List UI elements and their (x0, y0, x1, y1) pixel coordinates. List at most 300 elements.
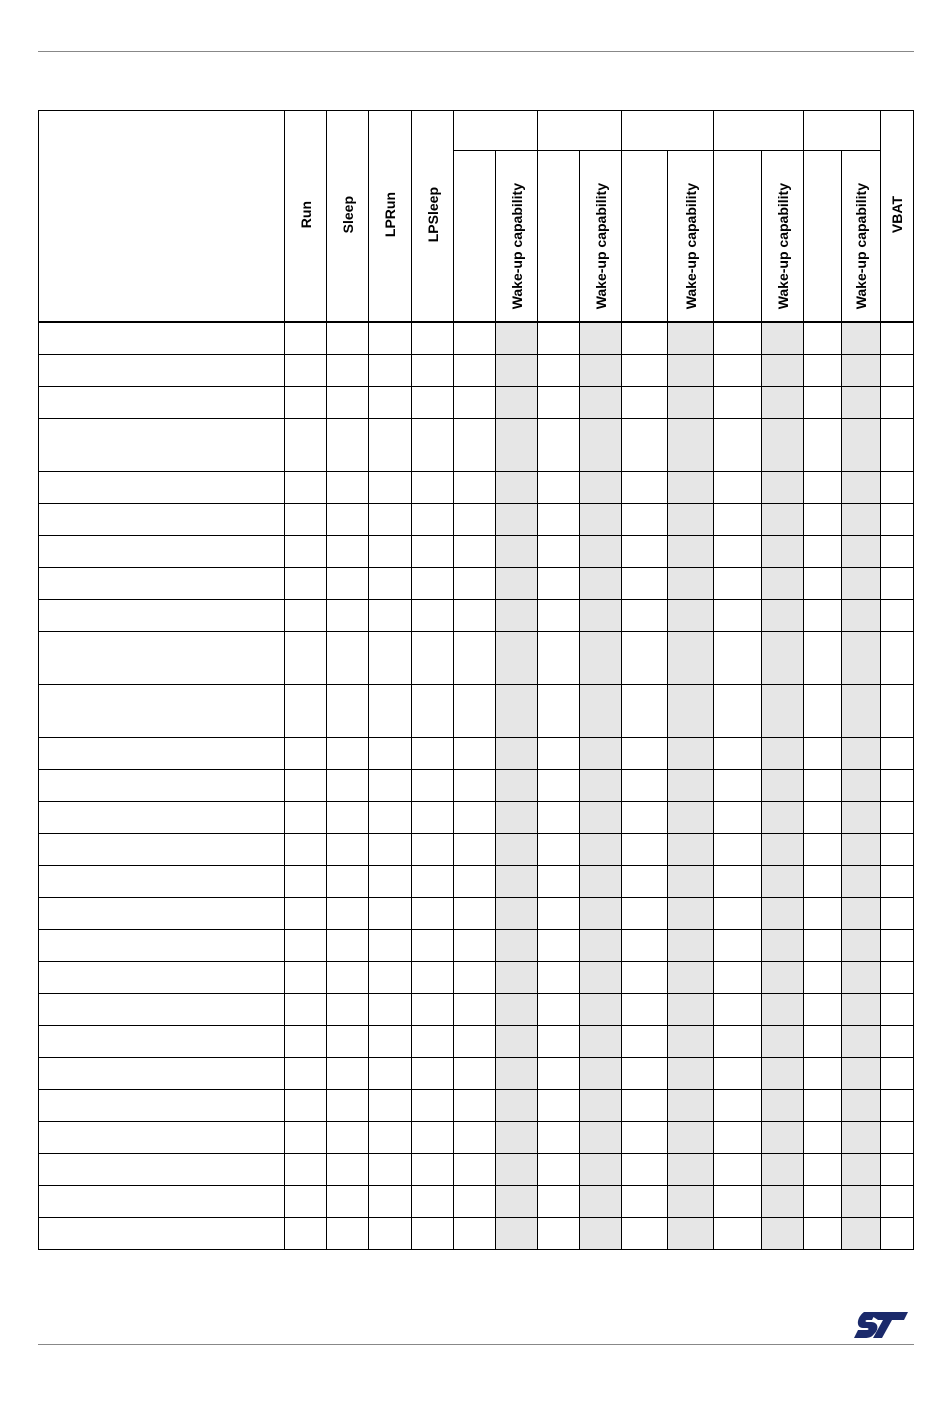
wakeup-cell (496, 769, 538, 801)
table-cell (714, 418, 762, 471)
table-cell (804, 865, 842, 897)
table-cell (714, 567, 762, 599)
table-cell (327, 1089, 369, 1121)
table-cell (285, 897, 327, 929)
table-cell (285, 1217, 327, 1249)
table-cell (538, 535, 580, 567)
table-cell (538, 1153, 580, 1185)
table-row (39, 418, 914, 471)
wakeup-cell (668, 833, 714, 865)
wakeup-cell (762, 1217, 804, 1249)
wakeup-cell (842, 769, 881, 801)
wakeup-capability-4-header: Wake-up capability (762, 151, 804, 322)
table-cell (714, 929, 762, 961)
wakeup-cell (842, 1057, 881, 1089)
table-cell (622, 684, 668, 737)
table-cell (881, 599, 914, 631)
wakeup-cell (496, 1121, 538, 1153)
wakeup-cell (842, 1185, 881, 1217)
table-cell (454, 1185, 496, 1217)
table-cell (454, 322, 496, 355)
table-cell (327, 1185, 369, 1217)
wakeup-cell (842, 1025, 881, 1057)
table-cell (804, 599, 842, 631)
wakeup-cell (668, 322, 714, 355)
wakeup-cell (842, 1217, 881, 1249)
table-cell (804, 386, 842, 418)
table-cell (454, 865, 496, 897)
table-row (39, 684, 914, 737)
wakeup-cell (668, 1185, 714, 1217)
table-cell (714, 322, 762, 355)
wakeup-cell (580, 801, 622, 833)
table-cell (881, 503, 914, 535)
wakeup-cell (496, 961, 538, 993)
wakeup-cell (842, 567, 881, 599)
table-cell (714, 471, 762, 503)
table-cell (804, 897, 842, 929)
table-cell (327, 993, 369, 1025)
wakeup-cell (496, 535, 538, 567)
table-cell (804, 567, 842, 599)
table-cell (804, 354, 842, 386)
table-cell (412, 1057, 454, 1089)
table-cell (454, 535, 496, 567)
table-cell (881, 1057, 914, 1089)
wakeup-cell (668, 1025, 714, 1057)
wakeup-cell (762, 833, 804, 865)
table-cell (412, 535, 454, 567)
peripheral-cell (39, 631, 285, 684)
table-cell (622, 1185, 668, 1217)
table-cell (327, 1121, 369, 1153)
table-cell (327, 961, 369, 993)
table-cell (285, 1089, 327, 1121)
table-row (39, 322, 914, 355)
table-cell (285, 599, 327, 631)
wakeup-cell (842, 386, 881, 418)
wakeup-capability-2-header: Wake-up capability (580, 151, 622, 322)
wakeup-cell (496, 471, 538, 503)
table-cell (454, 897, 496, 929)
table-cell (412, 865, 454, 897)
table-row (39, 1057, 914, 1089)
wakeup-cell (842, 961, 881, 993)
table-cell (804, 1025, 842, 1057)
wakeup-cell (496, 1185, 538, 1217)
table-cell (804, 801, 842, 833)
wakeup-cell (762, 503, 804, 535)
table-row (39, 1025, 914, 1057)
table-cell (327, 567, 369, 599)
table-cell (285, 1025, 327, 1057)
table-cell (622, 1025, 668, 1057)
table-cell (412, 631, 454, 684)
table-cell (881, 535, 914, 567)
table-cell (881, 1185, 914, 1217)
wakeup-cell (762, 865, 804, 897)
table-cell (714, 1185, 762, 1217)
table-cell (804, 737, 842, 769)
wakeup-cell (496, 929, 538, 961)
wakeup-cell (668, 599, 714, 631)
wakeup-cell (842, 503, 881, 535)
peripheral-cell (39, 993, 285, 1025)
wakeup-cell (580, 865, 622, 897)
peripheral-cell (39, 322, 285, 355)
wakeup-cell (580, 1025, 622, 1057)
table-row (39, 961, 914, 993)
peripheral-cell (39, 737, 285, 769)
wakeup-cell (762, 684, 804, 737)
table-cell (881, 471, 914, 503)
table-cell (412, 1153, 454, 1185)
table-cell (538, 503, 580, 535)
table-cell (714, 599, 762, 631)
table-cell (327, 599, 369, 631)
table-row (39, 865, 914, 897)
peripheral-cell (39, 1217, 285, 1249)
wakeup-cell (668, 801, 714, 833)
table-cell (622, 737, 668, 769)
table-cell (881, 1153, 914, 1185)
table-cell (538, 1025, 580, 1057)
wakeup-cell (668, 865, 714, 897)
table-cell (412, 897, 454, 929)
table-cell (454, 769, 496, 801)
col-lprun-header: LPRun (369, 111, 412, 322)
wakeup-cell (668, 737, 714, 769)
table-row (39, 801, 914, 833)
table-cell (412, 1121, 454, 1153)
table-row (39, 535, 914, 567)
table-cell (412, 929, 454, 961)
table-cell (622, 897, 668, 929)
table-cell (881, 684, 914, 737)
table-cell (327, 833, 369, 865)
table-cell (622, 631, 668, 684)
peripheral-cell (39, 1089, 285, 1121)
table-cell (804, 1217, 842, 1249)
peripheral-cell (39, 769, 285, 801)
wakeup-cell (842, 471, 881, 503)
wakeup-cell (842, 535, 881, 567)
table-cell (538, 897, 580, 929)
peripheral-cell (39, 1121, 285, 1153)
page-header-rule (38, 51, 914, 52)
table-cell (714, 769, 762, 801)
table-cell (369, 1153, 412, 1185)
peripheral-header (39, 111, 285, 322)
peripheral-cell (39, 1057, 285, 1089)
wakeup-cell (580, 1121, 622, 1153)
table-cell (327, 1217, 369, 1249)
table-cell (538, 993, 580, 1025)
table-cell (369, 354, 412, 386)
peripheral-cell (39, 684, 285, 737)
table-cell (714, 1121, 762, 1153)
wakeup-cell (496, 322, 538, 355)
table-cell (714, 684, 762, 737)
wakeup-cell (580, 929, 622, 961)
wakeup-capability-1-header: Wake-up capability (496, 151, 538, 322)
table-cell (881, 961, 914, 993)
table-row (39, 471, 914, 503)
table-cell (369, 865, 412, 897)
table-cell (454, 1025, 496, 1057)
table-cell (714, 833, 762, 865)
wakeup-cell (668, 471, 714, 503)
table-cell (285, 1153, 327, 1185)
table-row (39, 1121, 914, 1153)
wakeup-cell (668, 567, 714, 599)
wakeup-cell (580, 535, 622, 567)
table-cell (412, 567, 454, 599)
table-cell (285, 833, 327, 865)
wakeup-cell (762, 993, 804, 1025)
table-cell (538, 1185, 580, 1217)
table-cell (538, 865, 580, 897)
table-cell (412, 1217, 454, 1249)
table-cell (804, 631, 842, 684)
table-cell (285, 567, 327, 599)
table-cell (412, 833, 454, 865)
wakeup-cell (580, 631, 622, 684)
table-cell (285, 354, 327, 386)
table-cell (881, 354, 914, 386)
table-cell (881, 801, 914, 833)
wakeup-cell (580, 354, 622, 386)
table-cell (369, 1121, 412, 1153)
table-cell (804, 993, 842, 1025)
wakeup-cell (580, 833, 622, 865)
wakeup-cell (580, 737, 622, 769)
wakeup-cell (668, 769, 714, 801)
table-row (39, 1217, 914, 1249)
table-cell (622, 993, 668, 1025)
wakeup-cell (580, 567, 622, 599)
table-cell (412, 961, 454, 993)
table-cell (285, 929, 327, 961)
wakeup-cell (842, 1153, 881, 1185)
table-cell (454, 471, 496, 503)
table-cell (622, 322, 668, 355)
mode-group-1-sub (454, 151, 496, 322)
table-cell (538, 1217, 580, 1249)
wakeup-cell (762, 1153, 804, 1185)
wakeup-cell (668, 1089, 714, 1121)
wakeup-cell (496, 1217, 538, 1249)
table-row (39, 503, 914, 535)
table-cell (622, 1217, 668, 1249)
peripheral-cell (39, 354, 285, 386)
table-cell (881, 897, 914, 929)
table-cell (285, 471, 327, 503)
table-cell (622, 386, 668, 418)
wakeup-cell (668, 418, 714, 471)
table-cell (538, 322, 580, 355)
table-cell (804, 322, 842, 355)
table-cell (454, 354, 496, 386)
wakeup-cell (496, 801, 538, 833)
table-cell (714, 1089, 762, 1121)
wakeup-cell (580, 684, 622, 737)
table-row (39, 599, 914, 631)
table-cell (804, 1121, 842, 1153)
table-cell (285, 535, 327, 567)
wakeup-cell (496, 1153, 538, 1185)
table-cell (538, 769, 580, 801)
table-cell (454, 631, 496, 684)
table-cell (454, 833, 496, 865)
table-cell (327, 1025, 369, 1057)
peripheral-cell (39, 929, 285, 961)
wakeup-cell (668, 503, 714, 535)
table-cell (881, 1217, 914, 1249)
table-cell (881, 929, 914, 961)
wakeup-cell (668, 1057, 714, 1089)
peripheral-cell (39, 865, 285, 897)
peripheral-cell (39, 1025, 285, 1057)
table-cell (454, 993, 496, 1025)
table-cell (369, 1217, 412, 1249)
wakeup-cell (762, 929, 804, 961)
table-cell (327, 737, 369, 769)
table-cell (369, 737, 412, 769)
table-cell (804, 929, 842, 961)
table-cell (714, 897, 762, 929)
peripheral-cell (39, 599, 285, 631)
table-cell (714, 354, 762, 386)
page-footer-rule (38, 1344, 914, 1345)
peripheral-cell (39, 961, 285, 993)
table-cell (412, 599, 454, 631)
table-cell (881, 993, 914, 1025)
wakeup-cell (668, 386, 714, 418)
table-row (39, 1089, 914, 1121)
table-cell (622, 1153, 668, 1185)
table-cell (881, 737, 914, 769)
wakeup-cell (496, 599, 538, 631)
table-cell (327, 769, 369, 801)
table-cell (881, 418, 914, 471)
table-cell (285, 769, 327, 801)
table-cell (412, 801, 454, 833)
mode-group-1-header (454, 111, 538, 151)
table-cell (714, 801, 762, 833)
table-row (39, 354, 914, 386)
wakeup-cell (842, 1121, 881, 1153)
table-cell (412, 769, 454, 801)
table-cell (538, 599, 580, 631)
table-cell (714, 993, 762, 1025)
wakeup-cell (496, 993, 538, 1025)
table-cell (369, 1089, 412, 1121)
wakeup-cell (842, 737, 881, 769)
peripheral-cell (39, 503, 285, 535)
table-cell (454, 737, 496, 769)
table-cell (327, 1057, 369, 1089)
mode-group-3-header (622, 111, 714, 151)
wakeup-cell (842, 684, 881, 737)
table-cell (369, 535, 412, 567)
col-vbat-header: VBAT (881, 111, 914, 322)
table-cell (538, 1121, 580, 1153)
wakeup-cell (762, 599, 804, 631)
table-cell (412, 684, 454, 737)
table-cell (285, 1057, 327, 1089)
table-cell (538, 833, 580, 865)
table-cell (327, 535, 369, 567)
wakeup-cell (842, 865, 881, 897)
table-body (39, 322, 914, 1250)
table-cell (714, 535, 762, 567)
table-cell (804, 1057, 842, 1089)
table-cell (412, 471, 454, 503)
table-cell (714, 386, 762, 418)
table-cell (327, 322, 369, 355)
low-power-modes-table (38, 110, 914, 1250)
wakeup-cell (668, 961, 714, 993)
table-cell (454, 684, 496, 737)
mode-group-5-sub (804, 151, 842, 322)
table-cell (369, 961, 412, 993)
wakeup-cell (580, 993, 622, 1025)
table-cell (369, 322, 412, 355)
wakeup-cell (580, 1057, 622, 1089)
table-cell (538, 386, 580, 418)
table-cell (285, 737, 327, 769)
wakeup-cell (668, 897, 714, 929)
table-cell (327, 354, 369, 386)
wakeup-cell (842, 418, 881, 471)
table-row (39, 929, 914, 961)
col-lpsleep-header: LPSleep (412, 111, 454, 322)
wakeup-cell (580, 322, 622, 355)
table-cell (369, 1057, 412, 1089)
table-cell (622, 833, 668, 865)
table-cell (714, 737, 762, 769)
table-cell (881, 386, 914, 418)
table-cell (881, 631, 914, 684)
peripheral-cell (39, 535, 285, 567)
mode-group-5-header (804, 111, 881, 151)
wakeup-cell (762, 631, 804, 684)
table-cell (285, 1121, 327, 1153)
wakeup-cell (580, 961, 622, 993)
table-cell (804, 418, 842, 471)
table-cell (538, 418, 580, 471)
wakeup-cell (496, 897, 538, 929)
st-logo-icon (852, 1308, 910, 1340)
table-row (39, 993, 914, 1025)
table-cell (881, 567, 914, 599)
mode-group-2-header (538, 111, 622, 151)
table-cell (622, 471, 668, 503)
table-cell (881, 322, 914, 355)
peripheral-cell (39, 1153, 285, 1185)
table-cell (538, 471, 580, 503)
table-cell (622, 418, 668, 471)
table-cell (714, 865, 762, 897)
wakeup-capability-5-header: Wake-up capability (842, 151, 881, 322)
wakeup-cell (762, 961, 804, 993)
wakeup-cell (762, 897, 804, 929)
wakeup-cell (842, 354, 881, 386)
table-cell (327, 1153, 369, 1185)
table-cell (285, 631, 327, 684)
wakeup-cell (762, 1121, 804, 1153)
